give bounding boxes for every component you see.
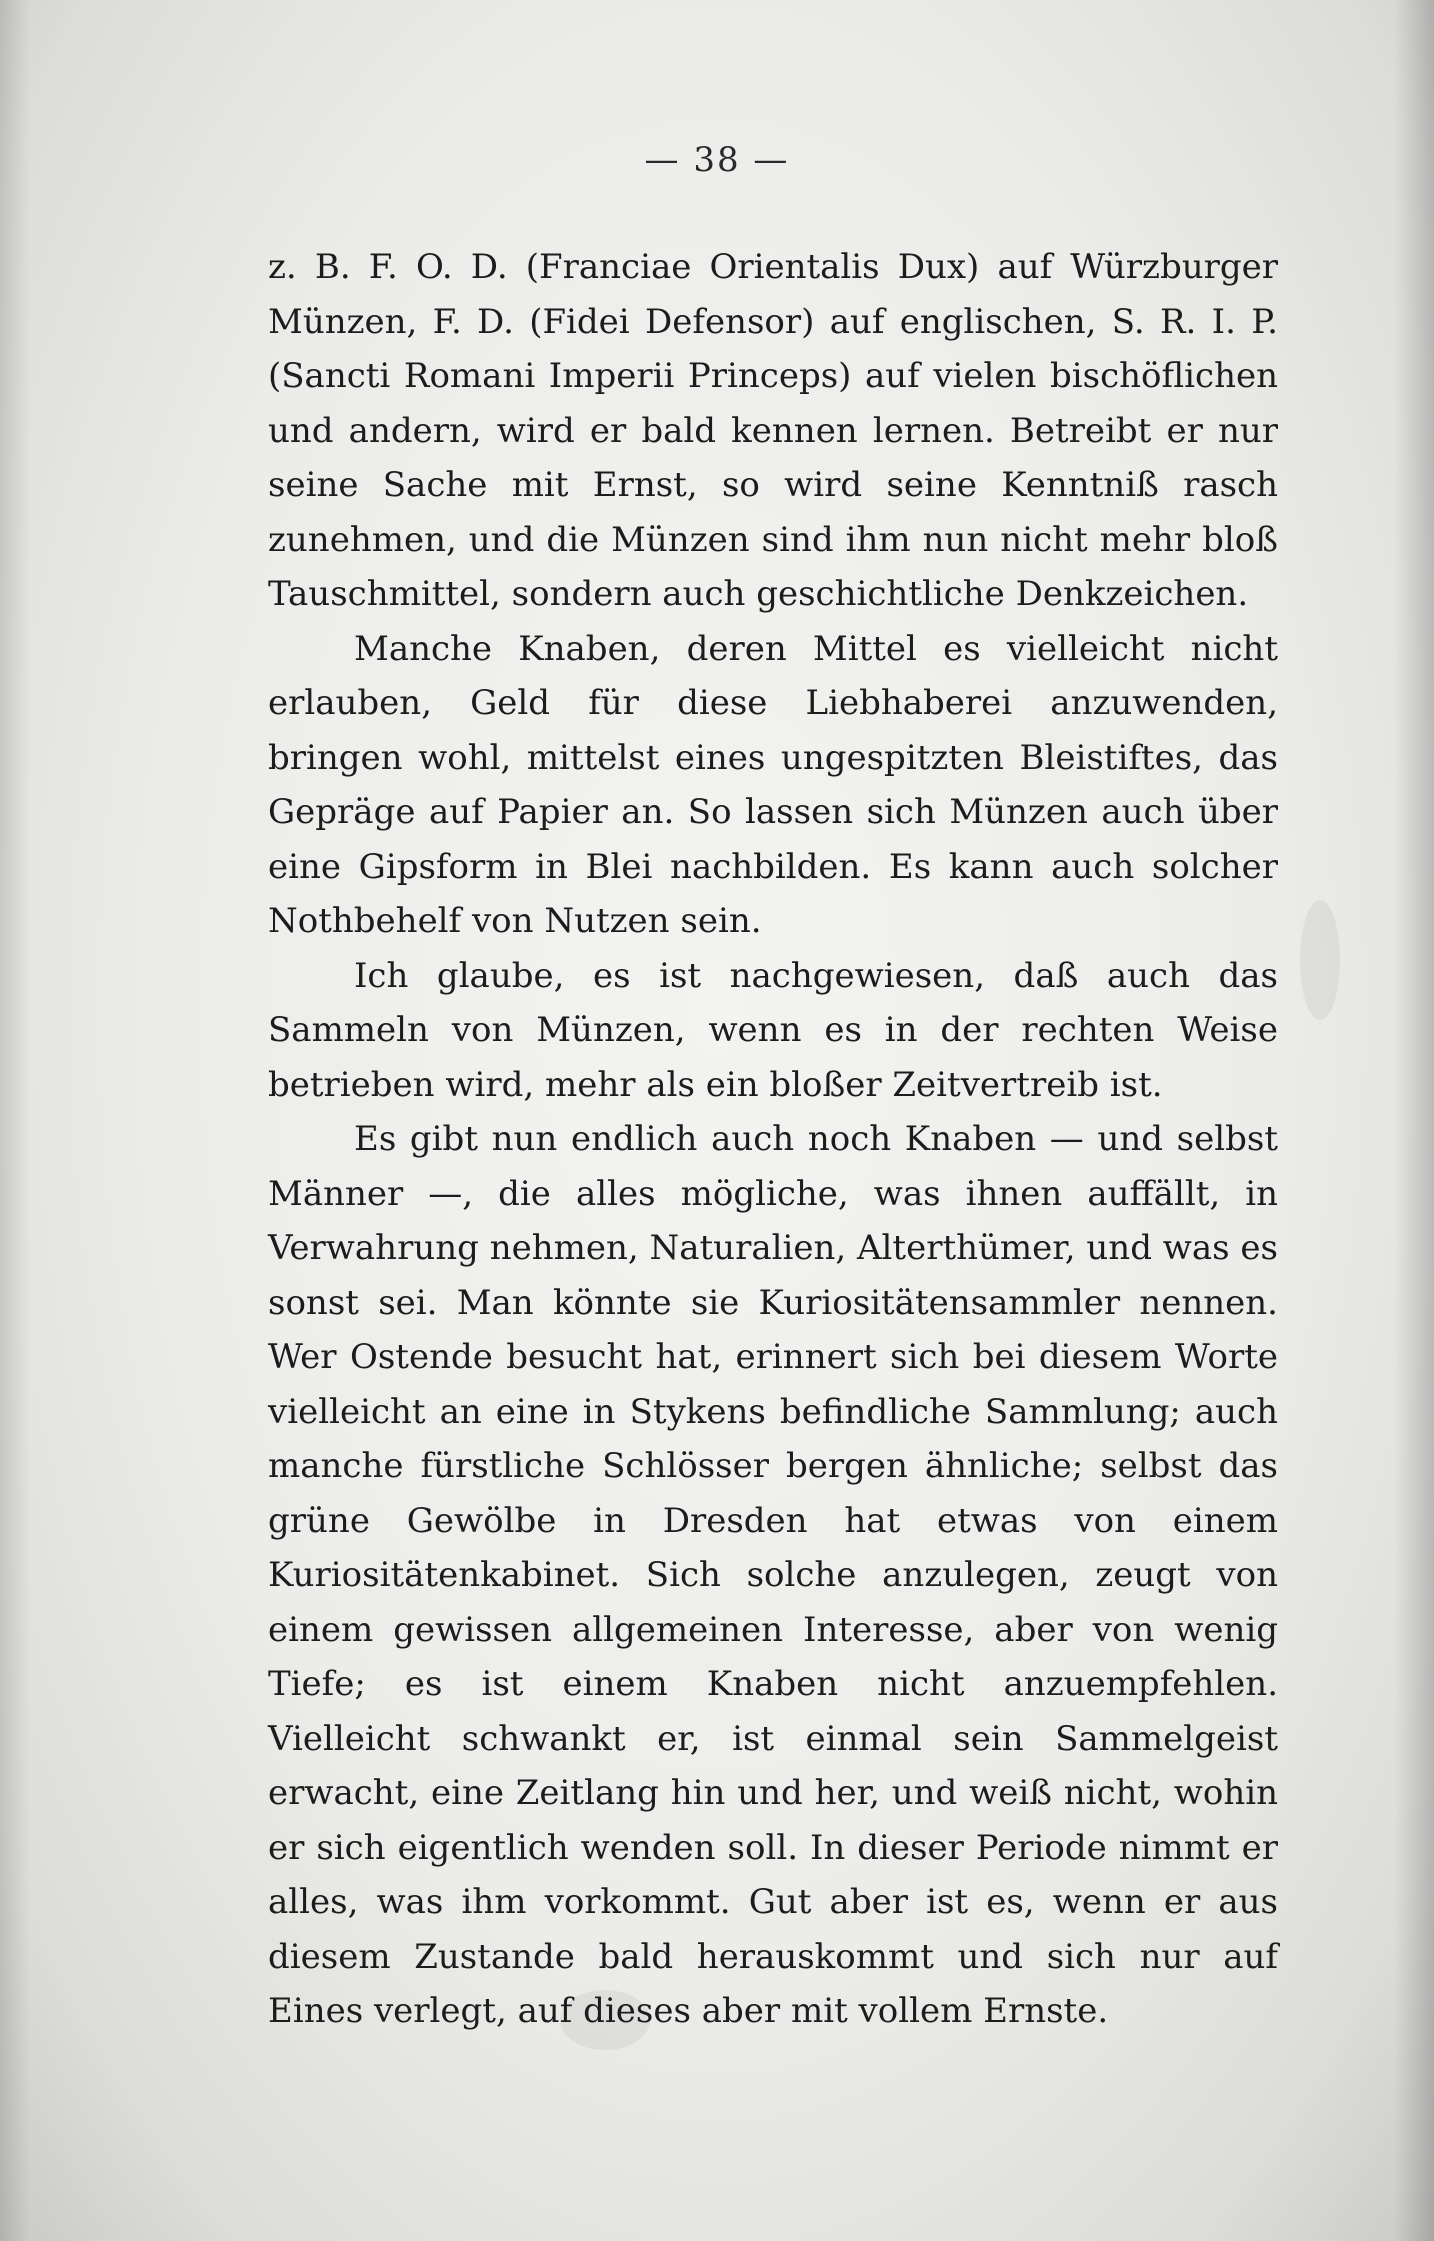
paper-stain [1300, 900, 1340, 1020]
page-edge-shadow-left [0, 0, 30, 2241]
paragraph-3: Ich glaube, es ist nachgewiesen, daß auch das Sammeln von Münzen, wenn es in der rechten Weise betrieben wird, mehr als ein bloßer Zeitvertreib ist. [268, 955, 1278, 1105]
page-number-header: — 38 — [644, 140, 790, 180]
body-text [268, 240, 1278, 2039]
page-edge-shadow-right [1394, 0, 1434, 2241]
paragraph-1: z. B. F. O. D. (Franciae Orientalis Dux) auf Würzburger Münzen, F. D. (Fidei Defensor) auf englischen, S. R. I. P. (Sancti Romani Imperii Princeps) auf vielen bischöflichen und andern, wird er bald kennen lernen. Betreibt er nur seine Sache mit Ernst, so wird seine Kenntniß rasch zunehmen, und die Münzen sind ihm nun nicht mehr bloß Tauschmittel, sondern auch geschichtliche Denkzeichen. [268, 247, 1278, 614]
paragraph-2: Manche Knaben, deren Mittel es vielleicht nicht erlauben, Geld für diese Liebhaberei anzuwenden, bringen wohl, mittelst eines ungespitzten Bleistiftes, das Gepräge auf Papier an. So lassen sich Münzen auch über eine Gipsform in Blei nachbilden. Es kann auch solcher Nothbehelf von Nutzen sein. [268, 628, 1278, 941]
paragraph-4: Es gibt nun endlich auch noch Knaben — und selbst Männer —, die alles mögliche, was ihnen auffällt, in Verwahrung nehmen, Naturalien, Alterthümer, und was es sonst sei. Man könnte sie Kuriositätensammler nennen. Wer Ostende besucht hat, erinnert sich bei diesem Worte vielleicht an eine in Stykens befindliche Sammlung; auch manche fürstliche Schlösser bergen ähnliche; selbst das grüne Gewölbe in Dresden hat etwas von einem Kuriositätenkabinet. Sich solche anzulegen, zeugt von einem gewissen allgemeinen Interesse, aber von wenig Tiefe; es ist einem Knaben nicht anzuempfehlen. Vielleicht schwankt er, ist einmal sein Sammelgeist erwacht, eine Zeitlang hin und her, und weiß nicht, wohin er sich eigentlich wenden soll. In dieser Periode nimmt er alles, was ihm vorkommt. Gut aber ist es, wenn er aus diesem Zustande bald herauskommt und sich nur auf Eines verlegt, auf dieses aber mit vollem Ernste. [268, 1119, 1278, 2031]
